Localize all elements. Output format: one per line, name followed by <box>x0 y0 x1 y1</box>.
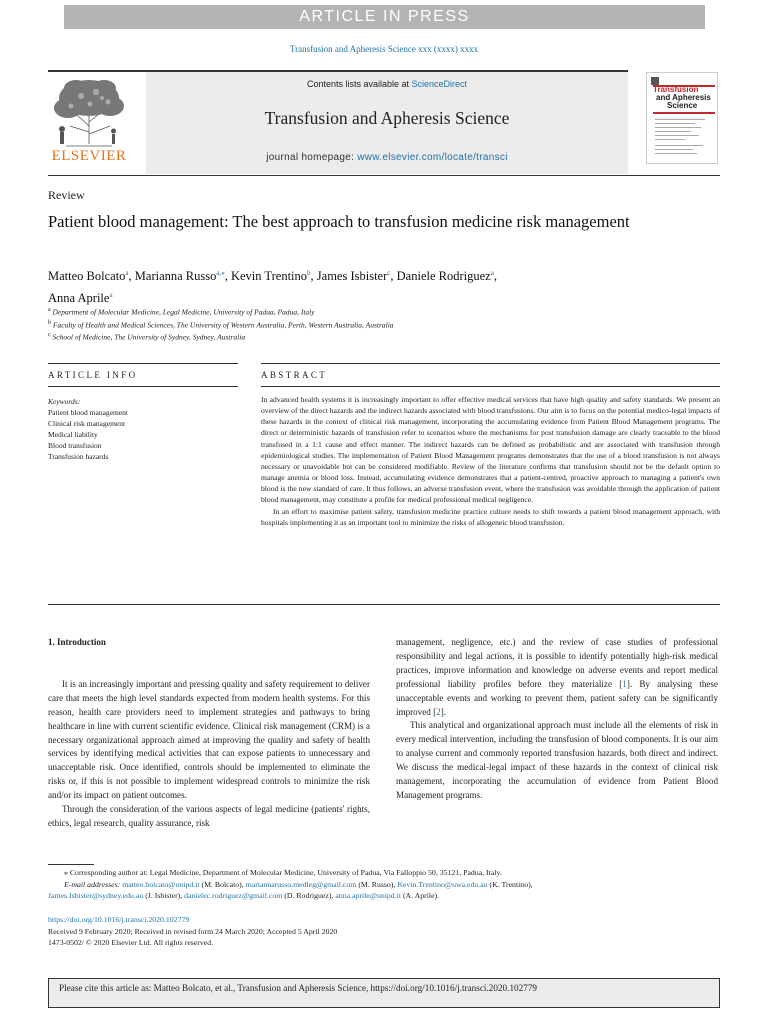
abstract-text <box>261 394 720 528</box>
author-name[interactable]: Daniele Rodriguez <box>396 269 491 284</box>
email-addresses: E-mail addresses: matteo.bolcato@unipd.it (M. Bolcato), mariannarusso.medleg@gmail.com (M. Russo), Kevin.Trentino@uwa.edu.au (K. Trentino), <box>64 879 533 889</box>
contents-line <box>146 79 628 89</box>
body-paragraph: Through the consideration of the various aspects of legal medicine (patients' rights, ethics, legal research, quality assurance, risk <box>48 804 370 828</box>
email-link[interactable]: danielec.rodriguez@gmail.com <box>184 891 283 901</box>
email-addresses-cont: James.Isbister@sydney.edu.au (J. Isbister), danielec.rodriguez@gmail.com (D. Rodriguez), anna.aprile@unipd.it (A. Aprile). <box>48 891 440 901</box>
body-left-column <box>48 636 370 831</box>
abstract-paragraph: In advanced health systems it is increasingly important to offer effective medical services that have high quality and safety standards. We present an overview of the direct hazards and the indirect hazards associated with blood transfusions. Our aim is to focus on the potential medico-legal impacts of these hazards in the context of clinical risk management, incorporating the accumulating evidence from Patient Blood Management programs. The direct or deterministic hazards of transfusion refer to scenarios where the mechanisms for post transfusion damage are clearly traceable to the blood transfused in a 1:1 cause and effect manner. The indirect hazards can be defined as probabilistic and are associated with transfusion through epidemiological studies. The implementation of Patient Blood Management programs demonstrates that the use of a blood transfusion is not always necessary or unavoidable but can be considered modifiable. Review of the literature confirms that transfusion should not be the default option to manage anemia or blood loss. Instead, accumulating evidence demonstrates that a patient-centred, proactive approach to managing a patient's own blood is the new standard of care. It thus follows, an adverse transfusion event, where the transfusion was avoidable through the application of patient blood management, may constitute a profile for medical professional medical negligence. <box>261 395 720 505</box>
sciencedirect-link[interactable]: ScienceDirect <box>411 79 468 89</box>
cover-title-line-3: Science <box>667 101 698 110</box>
cover-mid-bar <box>653 112 715 114</box>
email-link[interactable]: Kevin.Trentino@uwa.edu.au <box>397 879 488 889</box>
keyword: Transfusion hazards <box>48 452 109 461</box>
keyword: Clinical risk management <box>48 419 126 428</box>
masthead-bottom-rule <box>48 175 720 176</box>
author-affiliation-marker[interactable]: a <box>490 269 494 277</box>
citation-link[interactable]: 1 <box>622 678 627 689</box>
keywords-label: Keywords: <box>48 397 81 406</box>
article-info-rule <box>48 386 238 387</box>
footnote-rule <box>48 864 94 865</box>
contents-prefix: Contents lists available at <box>306 79 412 89</box>
section-heading: 1. Introduction <box>48 637 106 647</box>
elsevier-wordmark: ELSEVIER <box>51 148 127 164</box>
body-right-column <box>396 636 718 803</box>
email-link[interactable]: mariannarusso.medleg@gmail.com <box>245 879 357 889</box>
citation-link[interactable]: 2 <box>436 706 441 717</box>
journal-title: Transfusion and Apheresis Science <box>264 108 510 128</box>
cover-publisher-icon <box>651 77 659 85</box>
masthead-panel <box>146 72 628 174</box>
body-paragraph: It is an increasingly important and pressing quality and safety requirement to deliver care that meets the high level standards expected from modern health systems. For this reason, health care providers need to implement strategies and pathways to bring healthcare in line with current scientific evidence. Clinical risk management (CRM) is a necessary organizational approach aimed at improving the quality and safety of health services by identifying medical activities that can expose patients to unnecessary and unacceptable risk. Once identified, controls should be implemented to eliminate the risks or, if this is not possible to implement widespread controls to minimize the risk and/or its impact on patient outcomes. <box>48 678 370 801</box>
footnotes <box>48 867 728 902</box>
journal-homepage-link[interactable]: www.elsevier.com/locate/transci <box>357 152 508 163</box>
abstract-rule <box>261 386 720 387</box>
journal-reference-link[interactable]: Transfusion and Apheresis Science xxx (xxxx) xxxx <box>289 44 479 54</box>
author-affiliation-marker[interactable]: a <box>109 291 113 300</box>
affiliation: $^b$ Faculty of Health and Medical Sciences, The University of Western Australia, Perth, Western Australia, Australia <box>48 319 394 329</box>
doi-link[interactable]: https://doi.org/10.1016/j.transci.2020.102779 <box>48 915 190 924</box>
article-in-press-banner: ARTICLE IN PRESS <box>64 5 705 29</box>
journal-cover-thumbnail <box>646 72 718 164</box>
article-title: Patient blood management: The best approach to transfusion medicine risk management <box>48 212 630 231</box>
author-affiliation-marker[interactable]: b <box>307 269 311 277</box>
abstract-heading: ABSTRACT <box>261 370 328 380</box>
article-info-top-rule <box>48 363 238 364</box>
keyword: Blood transfusion <box>48 441 102 450</box>
keyword: Patient blood management <box>48 408 128 417</box>
email-link[interactable]: anna.aprile@unipd.it <box>335 891 401 901</box>
author-affiliation-marker[interactable]: a <box>125 269 129 277</box>
author-name[interactable]: James Isbister <box>316 269 388 284</box>
author-name[interactable]: Marianna Russo <box>134 269 217 284</box>
author-affiliation-marker[interactable]: a,⁎ <box>216 269 225 277</box>
cover-title-line-2: and Apheresis <box>656 93 711 102</box>
cover-title <box>653 86 715 110</box>
body-paragraph: management, negligence, etc.) and the review of case studies of professional responsibility and legal actions, it is possible to identify potentially high-risk medical practices, improve information and knowledge on adverse events and report medical professional liability profiles before they materialize [1]. By analysing these unacceptable events and working to prevent them, patient safety can be significantly improved [2]. <box>396 637 718 717</box>
keywords-block <box>48 396 238 462</box>
citation-box <box>48 978 720 1008</box>
abstract-paragraph: In an effort to maximise patient safety, transfusion medicine practice culture needs to shift towards a patient blood management approach, with hospitals implementing it as an important tool to minimize the risks of allogeneic blood transfusion. <box>261 506 720 527</box>
cover-title-line-1: Transfusion <box>653 85 699 94</box>
article-type: Review <box>48 188 85 202</box>
article-metadata <box>48 914 728 949</box>
abstract-top-rule <box>261 363 720 364</box>
keyword: Medical liability <box>48 430 98 439</box>
homepage-prefix: journal homepage: <box>266 152 358 163</box>
received-dates: Received 9 February 2020; Received in revised form 24 March 2020; Accepted 5 April 2020 <box>48 926 338 936</box>
affiliations <box>48 305 708 343</box>
email-link[interactable]: matteo.bolcato@unipd.it <box>122 879 200 889</box>
homepage-line <box>146 152 628 163</box>
citation-text: Please cite this article as: Matteo Bolcato, et al., Transfusion and Apheresis Science, https://doi.org/10.1016/j.transci.2020.102779 <box>59 983 538 993</box>
author-name[interactable]: Kevin Trentino <box>230 269 308 284</box>
corresponding-author-note: ⁎ Corresponding author at: Legal Medicine, Department of Molecular Medicine, University of Padua, Via Falloppio 50, 35121, Padua, Italy. <box>64 868 502 877</box>
author-name[interactable]: Matteo Bolcato <box>48 269 126 284</box>
article-info-heading: ARTICLE INFO <box>48 370 138 380</box>
email-link[interactable]: James.Isbister@sydney.edu.au <box>48 891 144 901</box>
issn-copyright: 1473-0502/ © 2020 Elsevier Ltd. All rights reserved. <box>48 938 214 948</box>
abstract-bottom-rule <box>48 604 720 605</box>
author-list: Matteo Bolcato$^a$, Marianna Russo$^{a,⁎}$, Kevin Trentino$^b$, James Isbister$^c$, Daniele Rodriguez$^a$, Anna Aprile$^a$ <box>48 269 497 306</box>
body-paragraph: This analytical and organizational approach must include all the elements of risk in every medical intervention, including the transfusion of blood components. It is our aim to analyse current and commonly reported transfusion hazards, both direct and indirect. We discuss the medical-legal impact of these hazards in the context of clinical risk management, incorporating the accumulation of evidence from Patient Blood Management programs. <box>396 720 718 800</box>
affiliation: $^c$ School of Medicine, The University of Sydney, Sydney, Australia <box>48 332 246 342</box>
author-affiliation-marker[interactable]: c <box>387 269 391 277</box>
affiliation: $^a$ Department of Molecular Medicine, Legal Medicine, University of Padua, Padua, Italy <box>48 307 315 317</box>
author-name[interactable]: Anna Aprile <box>48 291 110 306</box>
